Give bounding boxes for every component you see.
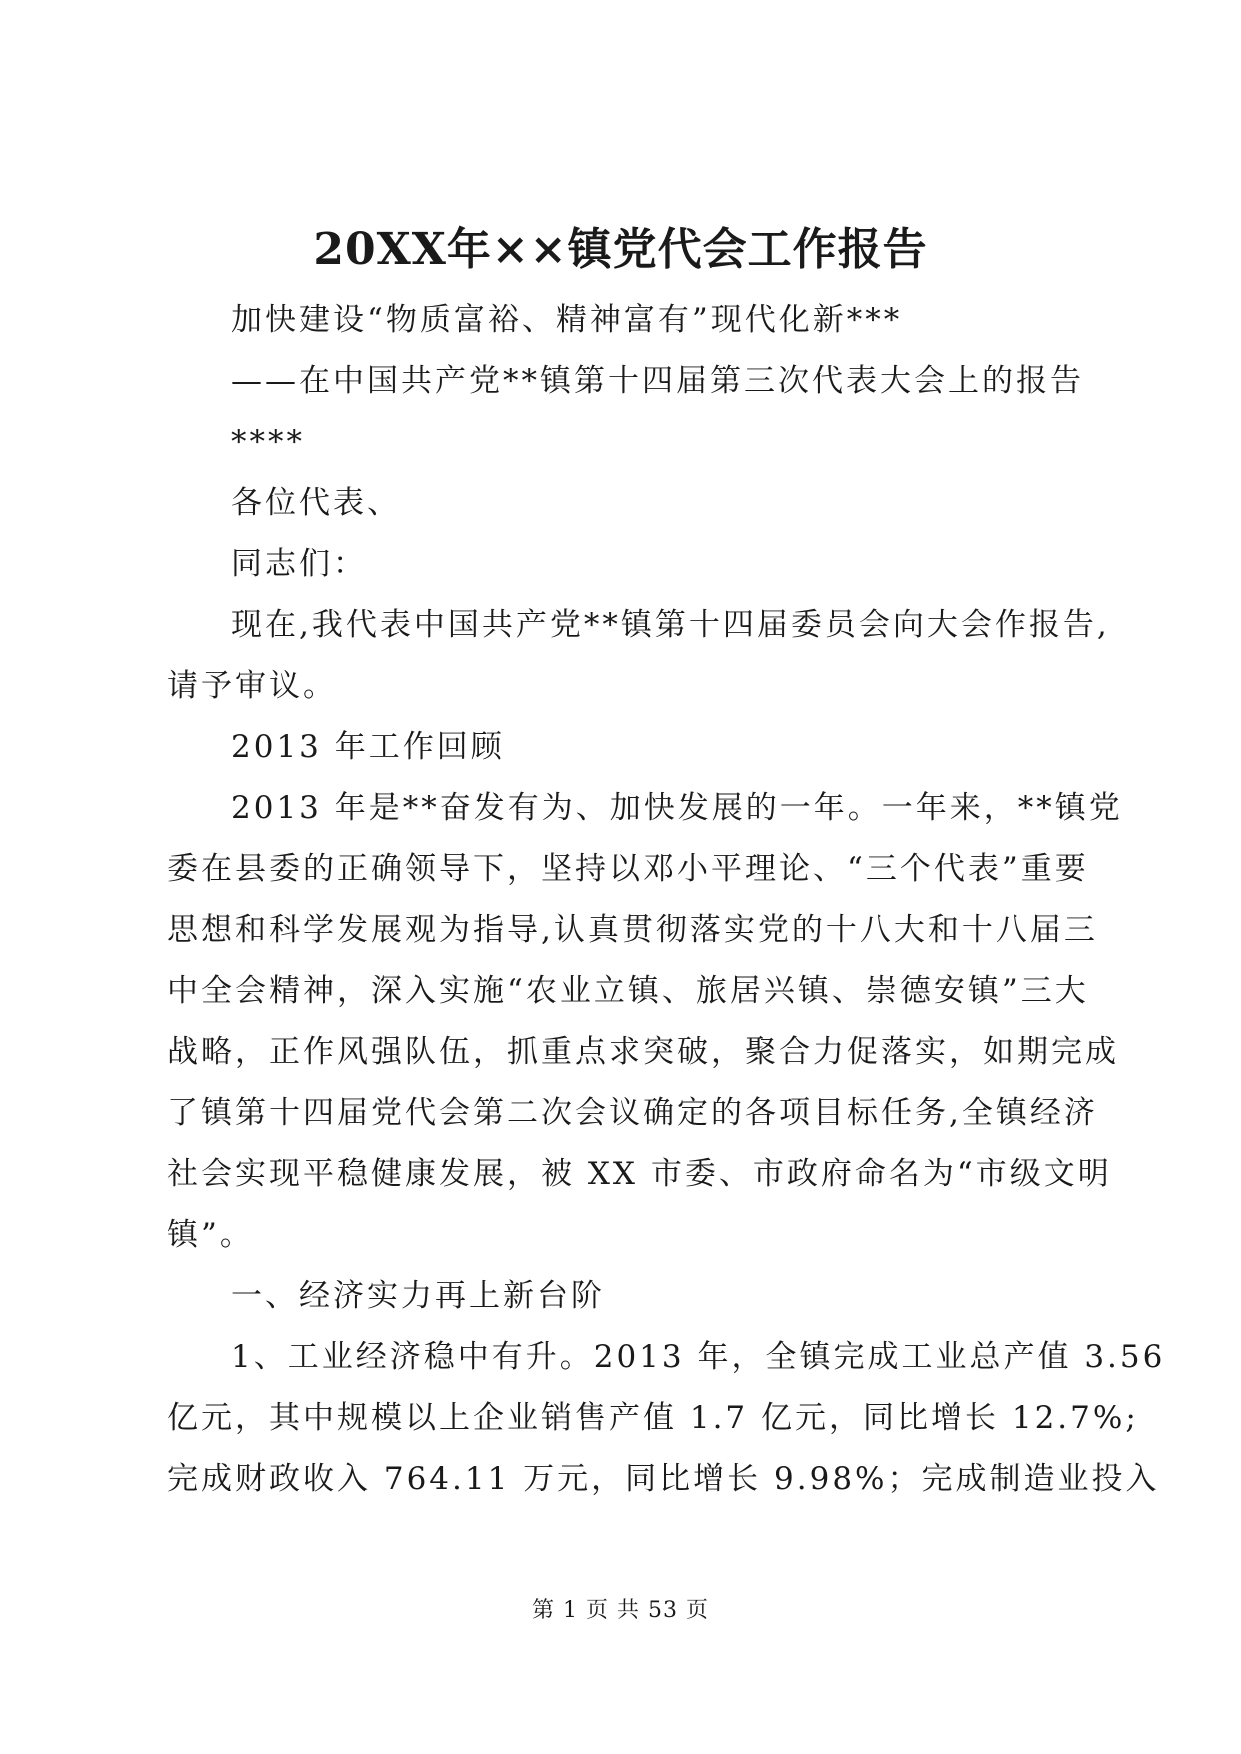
salutation-line: 同志们：: [231, 546, 367, 582]
paragraph-line: 2013 年是**奋发有为、加快发展的一年。一年来，**镇党: [231, 790, 1123, 826]
paragraph-line: 现在,我代表中国共产党**镇第十四届委员会向大会作报告,: [231, 607, 1110, 643]
document-title: 20XX年××镇党代会工作报告: [313, 224, 928, 275]
paragraph-line: 战略，正作风强队伍，抓重点求突破，聚合力促落实，如期完成: [167, 1034, 1119, 1070]
paragraph-line: 中全会精神，深入实施“农业立镇、旅居兴镇、崇德安镇”三大: [167, 973, 1089, 1009]
paragraph-line: 委在县委的正确领导下，坚持以邓小平理论、“三个代表”重要: [167, 851, 1089, 887]
document-body: [167, 290, 1166, 1510]
author-line: ****: [231, 424, 305, 460]
paragraph-line: 思想和科学发展观为指导,认真贯彻落实党的十八大和十八届三: [167, 912, 1098, 948]
paragraph-line: 了镇第十四届党代会第二次会议确定的各项目标任务,全镇经济: [167, 1095, 1098, 1131]
paragraph-line: 社会实现平稳健康发展，被 XX 市委、市政府命名为“市级文明: [167, 1156, 1112, 1192]
paragraph-line: 镇”。: [167, 1217, 254, 1253]
subtitle-line: ——在中国共产党**镇第十四届第三次代表大会上的报告: [231, 363, 1084, 399]
section-heading: 2013 年工作回顾: [231, 729, 505, 765]
salutation-line: 各位代表、: [231, 485, 401, 521]
section-heading: 一、经济实力再上新台阶: [231, 1278, 605, 1314]
subtitle-line: 加快建设“物质富裕、精神富有”现代化新***: [231, 302, 903, 338]
paragraph-line: 完成财政收入 764.11 万元，同比增长 9.98%；完成制造业投入: [167, 1461, 1160, 1497]
paragraph-line: 亿元，其中规模以上企业销售产值 1.7 亿元，同比增长 12.7%;: [167, 1400, 1139, 1436]
page-number-footer: 第 1 页 共 53 页: [532, 1598, 709, 1623]
paragraph-line: 1、工业经济稳中有升。2013 年，全镇完成工业总产值 3.56: [231, 1339, 1166, 1375]
paragraph-line: 请予审议。: [167, 668, 337, 704]
